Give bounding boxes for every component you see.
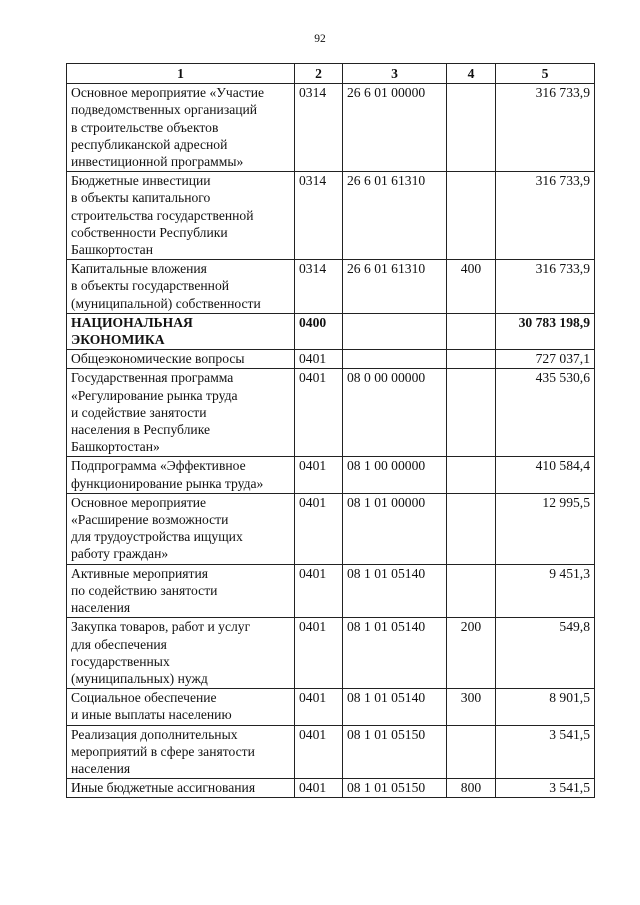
row-name-cell: Активные мероприятия по содействию занятости населения bbox=[67, 564, 295, 618]
row-target-article-cell bbox=[343, 313, 447, 349]
row-expense-type-cell bbox=[447, 172, 496, 260]
row-section-cell: 0401 bbox=[295, 350, 343, 369]
column-header-1: 1 bbox=[67, 64, 295, 84]
column-header-3: 3 bbox=[343, 64, 447, 84]
row-amount-cell: 316 733,9 bbox=[496, 260, 595, 314]
row-name-cell: Реализация дополнительных мероприятий в сфере занятости населения bbox=[67, 725, 295, 779]
row-expense-type-cell bbox=[447, 725, 496, 779]
table-row bbox=[67, 493, 595, 564]
row-name-cell: Капитальные вложения в объекты государственной (муниципальной) собственности bbox=[67, 260, 295, 314]
row-section-cell: 0401 bbox=[295, 689, 343, 725]
row-expense-type-cell bbox=[447, 84, 496, 172]
row-expense-type-cell bbox=[447, 457, 496, 493]
table-row bbox=[67, 725, 595, 779]
row-name-cell: Основное мероприятие «Расширение возможности для трудоустройства ищущих работу граждан» bbox=[67, 493, 295, 564]
table-body bbox=[67, 84, 595, 798]
row-section-cell: 0314 bbox=[295, 260, 343, 314]
table-row bbox=[67, 457, 595, 493]
row-expense-type-cell bbox=[447, 564, 496, 618]
page-number: 92 bbox=[314, 33, 326, 45]
row-name-cell: Социальное обеспечение и иные выплаты населению bbox=[67, 689, 295, 725]
row-section-cell: 0401 bbox=[295, 564, 343, 618]
row-section-cell: 0401 bbox=[295, 725, 343, 779]
row-name-cell: Закупка товаров, работ и услуг для обеспечения государственных (муниципальных) нужд bbox=[67, 618, 295, 689]
row-target-article-cell: 08 1 01 05150 bbox=[343, 779, 447, 798]
row-target-article-cell: 08 1 01 05140 bbox=[343, 689, 447, 725]
row-target-article-cell: 08 1 00 00000 bbox=[343, 457, 447, 493]
table-row bbox=[67, 260, 595, 314]
table-row bbox=[67, 84, 595, 172]
column-header-4: 4 bbox=[447, 64, 496, 84]
row-amount-cell: 12 995,5 bbox=[496, 493, 595, 564]
row-section-cell: 0314 bbox=[295, 172, 343, 260]
row-amount-cell: 316 733,9 bbox=[496, 84, 595, 172]
table-row bbox=[67, 350, 595, 369]
table-row bbox=[67, 172, 595, 260]
row-amount-cell: 3 541,5 bbox=[496, 725, 595, 779]
row-expense-type-cell: 200 bbox=[447, 618, 496, 689]
row-target-article-cell: 26 6 01 00000 bbox=[343, 84, 447, 172]
row-name-cell: Бюджетные инвестиции в объекты капитального строительства государственной собственности Республики Башкортостан bbox=[67, 172, 295, 260]
row-name-cell: Основное мероприятие «Участие подведомственных организаций в строительстве объектов республиканской адресной инвестиционной программы» bbox=[67, 84, 295, 172]
row-expense-type-cell bbox=[447, 313, 496, 349]
row-target-article-cell: 26 6 01 61310 bbox=[343, 260, 447, 314]
row-amount-cell: 8 901,5 bbox=[496, 689, 595, 725]
row-section-cell: 0400 bbox=[295, 313, 343, 349]
row-amount-cell: 3 541,5 bbox=[496, 779, 595, 798]
row-target-article-cell: 08 1 01 00000 bbox=[343, 493, 447, 564]
row-amount-cell: 727 037,1 bbox=[496, 350, 595, 369]
column-header-2: 2 bbox=[295, 64, 343, 84]
row-expense-type-cell bbox=[447, 369, 496, 457]
budget-table bbox=[66, 63, 595, 798]
row-section-cell: 0401 bbox=[295, 779, 343, 798]
row-expense-type-cell bbox=[447, 493, 496, 564]
row-target-article-cell: 08 1 01 05150 bbox=[343, 725, 447, 779]
row-name-cell: Государственная программа «Регулирование рынка труда и содействие занятости населения в Республике Башкортостан» bbox=[67, 369, 295, 457]
row-amount-cell: 30 783 198,9 bbox=[496, 313, 595, 349]
row-amount-cell: 410 584,4 bbox=[496, 457, 595, 493]
row-section-cell: 0401 bbox=[295, 618, 343, 689]
row-section-cell: 0314 bbox=[295, 84, 343, 172]
row-target-article-cell: 08 1 01 05140 bbox=[343, 618, 447, 689]
row-section-cell: 0401 bbox=[295, 369, 343, 457]
row-expense-type-cell bbox=[447, 350, 496, 369]
row-amount-cell: 435 530,6 bbox=[496, 369, 595, 457]
row-name-cell: Иные бюджетные ассигнования bbox=[67, 779, 295, 798]
row-expense-type-cell: 400 bbox=[447, 260, 496, 314]
row-section-cell: 0401 bbox=[295, 457, 343, 493]
row-section-cell: 0401 bbox=[295, 493, 343, 564]
row-name-cell: Общеэкономические вопросы bbox=[67, 350, 295, 369]
table-row bbox=[67, 689, 595, 725]
row-expense-type-cell: 300 bbox=[447, 689, 496, 725]
table-row bbox=[67, 564, 595, 618]
table-header-row bbox=[67, 64, 595, 84]
row-amount-cell: 9 451,3 bbox=[496, 564, 595, 618]
row-target-article-cell bbox=[343, 350, 447, 369]
row-amount-cell: 549,8 bbox=[496, 618, 595, 689]
row-name-cell: Подпрограмма «Эффективное функционирование рынка труда» bbox=[67, 457, 295, 493]
row-expense-type-cell: 800 bbox=[447, 779, 496, 798]
row-amount-cell: 316 733,9 bbox=[496, 172, 595, 260]
table-row bbox=[67, 779, 595, 798]
table-row bbox=[67, 618, 595, 689]
row-target-article-cell: 08 1 01 05140 bbox=[343, 564, 447, 618]
column-header-5: 5 bbox=[496, 64, 595, 84]
row-target-article-cell: 08 0 00 00000 bbox=[343, 369, 447, 457]
table-row bbox=[67, 369, 595, 457]
row-name-cell: НАЦИОНАЛЬНАЯ ЭКОНОМИКА bbox=[67, 313, 295, 349]
table-row bbox=[67, 313, 595, 349]
row-target-article-cell: 26 6 01 61310 bbox=[343, 172, 447, 260]
